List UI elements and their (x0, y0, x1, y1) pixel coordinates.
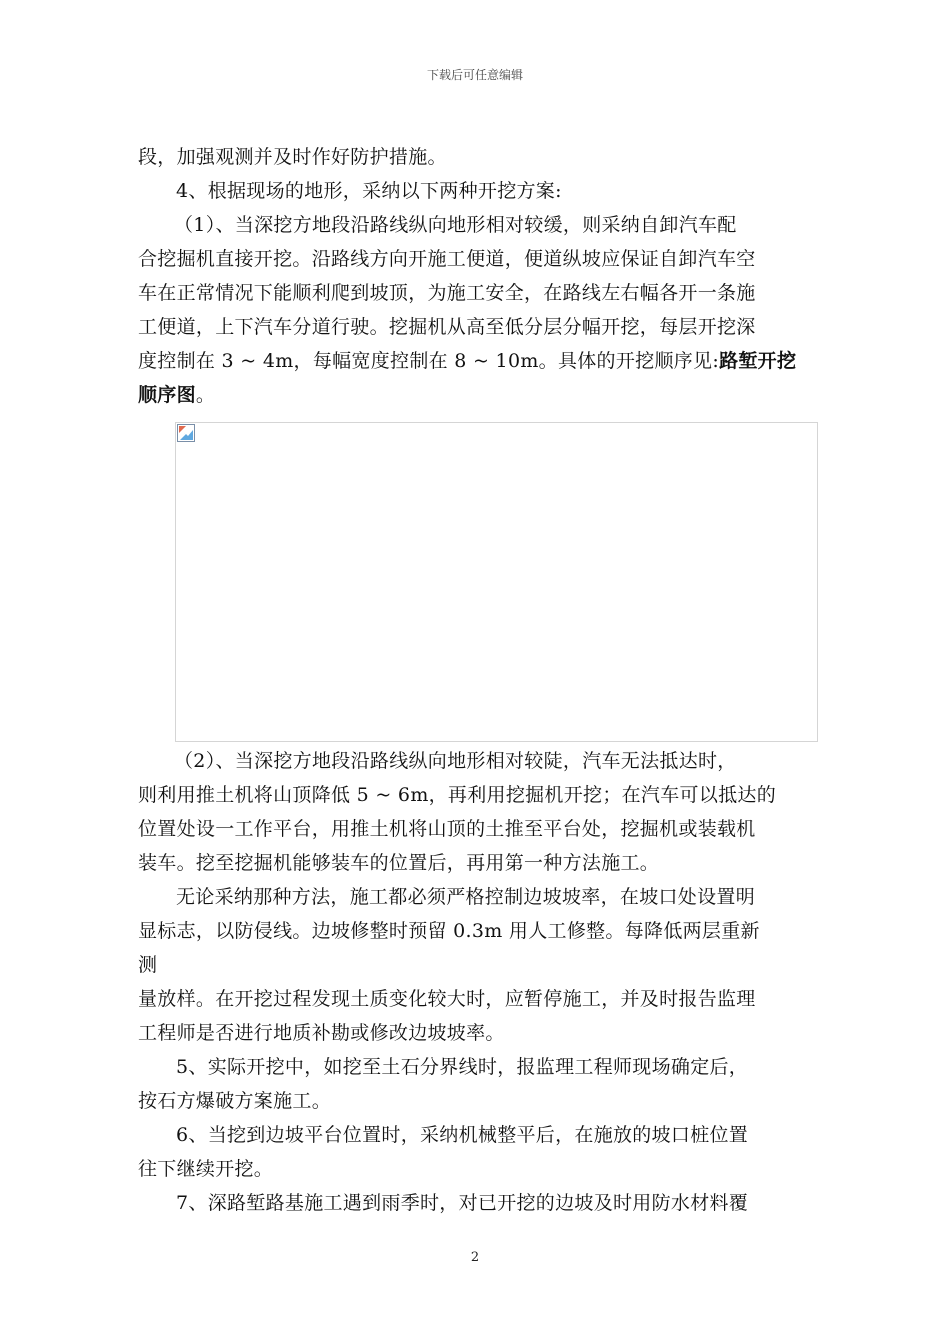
paragraph-line: 7、深路堑路基施工遇到雨季时，对已开挖的边坡及时用防水材料覆 (176, 1192, 749, 1214)
excavation-sequence-figure (175, 422, 818, 742)
paragraph-line: 车在正常情况下能顺利爬到坡顶，为施工安全，在路线左右幅各开一条施 (138, 282, 756, 304)
page-number: 2 (470, 1250, 480, 1265)
broken-image-icon (177, 424, 195, 442)
paragraph-line: 装车。挖至挖掘机能够装车的位置后，再用第一种方法施工。 (138, 852, 660, 874)
paragraph-line (138, 378, 858, 412)
paragraph-line: 位置处设一工作平台，用推土机将山顶的土推至平台处，挖掘机或装载机 (138, 818, 756, 840)
paragraph-line: 段，加强观测并及时作好防护措施。 (138, 146, 447, 168)
document-body (138, 140, 858, 1220)
figure-reference-bold: 顺序图 (138, 384, 196, 406)
paragraph-line: 工便道，上下汽车分道行驶。挖掘机从高至低分层分幅开挖，每层开挖深 (138, 316, 756, 338)
figure-reference-bold: 路堑开挖 (719, 350, 797, 372)
paragraph-line: 6、当挖到边坡平台位置时，采纳机械整平后，在施放的坡口桩位置 (176, 1124, 749, 1146)
paragraph-line: 按石方爆破方案施工。 (138, 1090, 332, 1112)
page-header: 下载后可任意编辑 (426, 68, 523, 82)
paragraph-line: （1）、当深挖方地段沿路线纵向地形相对较缓，则采纳自卸汽车配 (174, 214, 737, 236)
paragraph-line: 无论采纳那种方法，施工都必须严格控制边坡坡率，在坡口处设置明 (176, 886, 756, 908)
paragraph-line: 4、根据现场的地形，采纳以下两种开挖方案: (176, 180, 562, 202)
paragraph-line: 往下继续开挖。 (138, 1158, 274, 1180)
paragraph-line (138, 344, 858, 378)
paragraph-text: 度控制在 3 ~ 4m，每幅宽度控制在 8 ~ 10m。具体的开挖顺序见: (138, 350, 720, 372)
paragraph-line: 测 (138, 954, 158, 976)
paragraph-line: 工程师是否进行地质补勘或修改边坡坡率。 (138, 1022, 505, 1044)
paragraph-line: 5、实际开挖中，如挖至土石分界线时，报监理工程师现场确定后， (176, 1056, 749, 1078)
paragraph-line: （2）、当深挖方地段沿路线纵向地形相对较陡，汽车无法抵达时， (174, 750, 737, 772)
paragraph-line: 量放样。在开挖过程发现土质变化较大时，应暂停施工，并及时报告监理 (138, 988, 756, 1010)
paragraph-text: 。 (195, 384, 216, 406)
paragraph-line: 则利用推土机将山顶降低 5 ~ 6m，再利用挖掘机开挖；在汽车可以抵达的 (138, 784, 777, 806)
paragraph-line: 合挖掘机直接开挖。沿路线方向开施工便道，便道纵坡应保证自卸汽车空 (138, 248, 756, 270)
paragraph-line: 显标志，以防侵线。边坡修整时预留 0.3m 用人工修整。每降低两层重新 (138, 920, 760, 942)
